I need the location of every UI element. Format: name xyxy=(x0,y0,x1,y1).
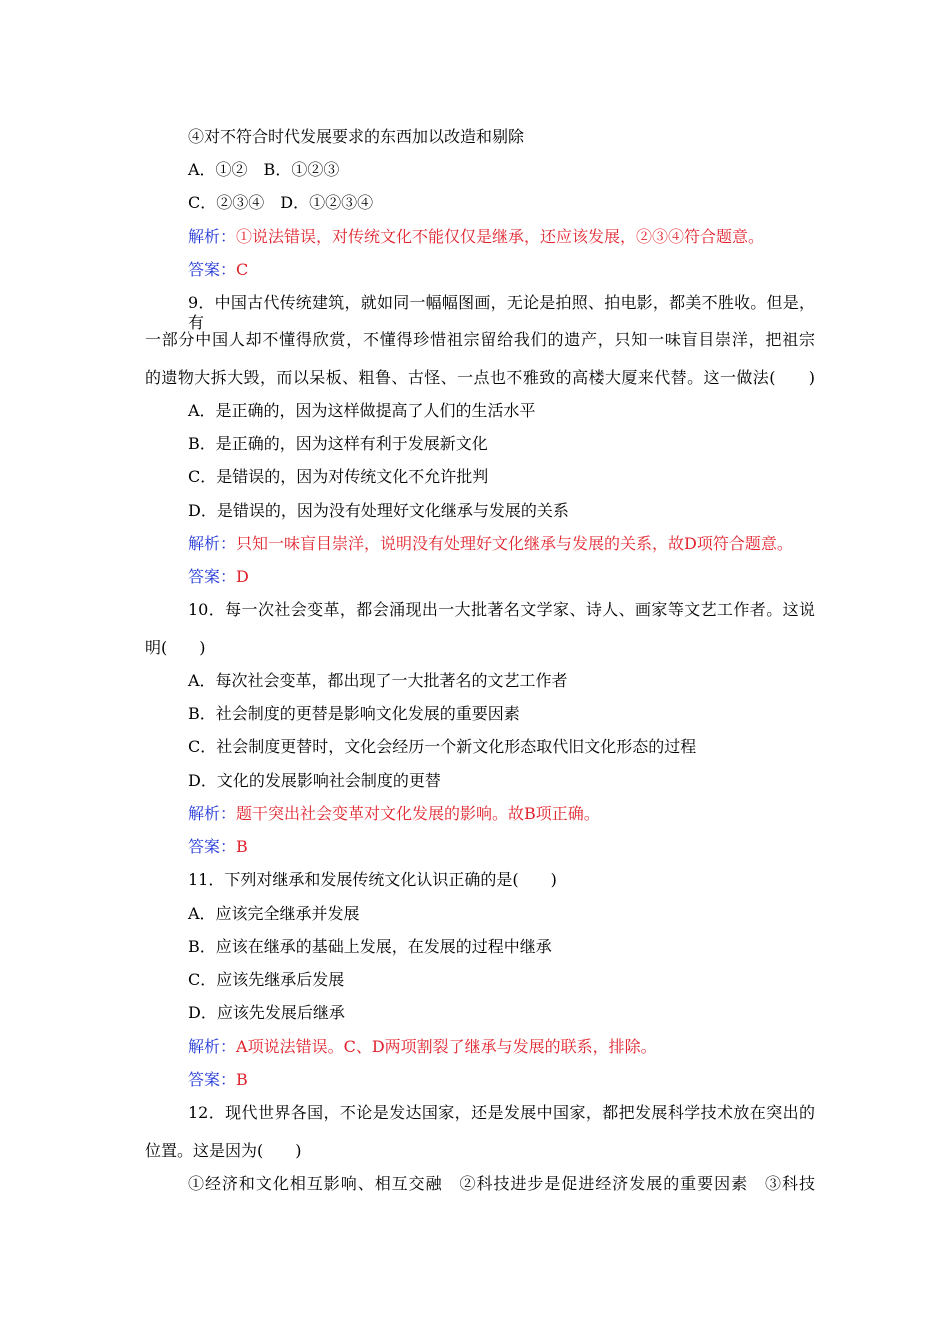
q11-option-c: C．应该先继承后发展 xyxy=(188,970,345,989)
analysis-label: 解析： xyxy=(188,1037,237,1056)
q8-option-4: ④对不符合时代发展要求的东西加以改造和剔除 xyxy=(188,127,525,146)
analysis-label: 解析： xyxy=(188,534,237,553)
q12-stem-line-2: 位置。这是因为( ) xyxy=(145,1141,302,1160)
q9-analysis xyxy=(188,534,858,554)
analysis-label: 解析： xyxy=(188,227,237,246)
q9-option-c: C．是错误的，因为对传统文化不允许批判 xyxy=(188,467,489,486)
answer-label: 答案： xyxy=(188,1070,237,1089)
q8-analysis xyxy=(188,227,858,247)
q10-option-d: D．文化的发展影响社会制度的更替 xyxy=(188,771,441,790)
answer-label: 答案： xyxy=(188,260,237,279)
q11-option-d: D．应该先发展后继承 xyxy=(188,1003,345,1022)
analysis-text: ①说法错误，对传统文化不能仅仅是继承，还应该发展，②③④符合题意。 xyxy=(236,227,765,246)
q10-answer xyxy=(188,837,858,857)
answer-label: 答案： xyxy=(188,837,237,856)
q10-stem-line-2: 明( ) xyxy=(145,638,206,657)
q10-option-c: C．社会制度更替时，文化会经历一个新文化形态取代旧文化形态的过程 xyxy=(188,737,697,756)
q9-stem-line-1: 9．中国古代传统建筑，就如同一幅幅图画，无论是拍照、拍电影，都美不胜收。但是，有 xyxy=(188,293,815,332)
q12-statements: ①经济和文化相互影响、相互交融 ②科技进步是促进经济发展的重要因素 ③科技 xyxy=(188,1174,815,1193)
q8-answer xyxy=(188,260,858,280)
answer-value: D xyxy=(236,567,249,586)
q9-option-d: D．是错误的，因为没有处理好文化继承与发展的关系 xyxy=(188,501,569,520)
answer-label: 答案： xyxy=(188,567,237,586)
answer-value: B xyxy=(236,1070,248,1089)
q11-stem: 11．下列对继承和发展传统文化认识正确的是( ) xyxy=(188,870,557,889)
q9-option-a: A．是正确的，因为这样做提高了人们的生活水平 xyxy=(188,401,536,420)
analysis-text: A项说法错误。C、D两项割裂了继承与发展的联系，排除。 xyxy=(236,1037,657,1056)
q8-choices-cd: C．②③④ D．①②③④ xyxy=(188,193,374,212)
q11-answer xyxy=(188,1070,858,1090)
analysis-text: 题干突出社会变革对文化发展的影响。故B项正确。 xyxy=(236,804,600,823)
q11-option-b: B．应该在继承的基础上发展，在发展的过程中继承 xyxy=(188,937,552,956)
q11-option-a: A．应该完全继承并发展 xyxy=(188,904,360,923)
q8-choices-ab: A．①② B．①②③ xyxy=(188,160,340,179)
q9-answer xyxy=(188,567,858,587)
q9-option-b: B．是正确的，因为这样有利于发展新文化 xyxy=(188,434,488,453)
q9-stem-line-2: 一部分中国人却不懂得欣赏，不懂得珍惜祖宗留给我们的遗产，只知一味盲目崇洋，把祖宗 xyxy=(145,330,815,349)
analysis-text: 只知一味盲目崇洋，说明没有处理好文化继承与发展的关系，故D项符合题意。 xyxy=(236,534,793,553)
q12-stem-line-1: 12．现代世界各国，不论是发达国家，还是发展中国家，都把发展科学技术放在突出的 xyxy=(188,1103,815,1122)
answer-value: B xyxy=(236,837,248,856)
q10-option-a: A．每次社会变革，都出现了一大批著名的文艺工作者 xyxy=(188,671,568,690)
answer-value: C xyxy=(236,260,249,279)
q9-stem-line-3: 的遗物大拆大毁，而以呆板、粗鲁、古怪、一点也不雅致的高楼大厦来代替。这一做法( ) xyxy=(145,368,815,387)
q11-analysis xyxy=(188,1037,858,1057)
q10-analysis xyxy=(188,804,858,824)
q10-option-b: B．社会制度的更替是影响文化发展的重要因素 xyxy=(188,704,520,723)
analysis-label: 解析： xyxy=(188,804,237,823)
q10-stem-line-1: 10．每一次社会变革，都会涌现出一大批著名文学家、诗人、画家等文艺工作者。这说 xyxy=(188,600,815,619)
